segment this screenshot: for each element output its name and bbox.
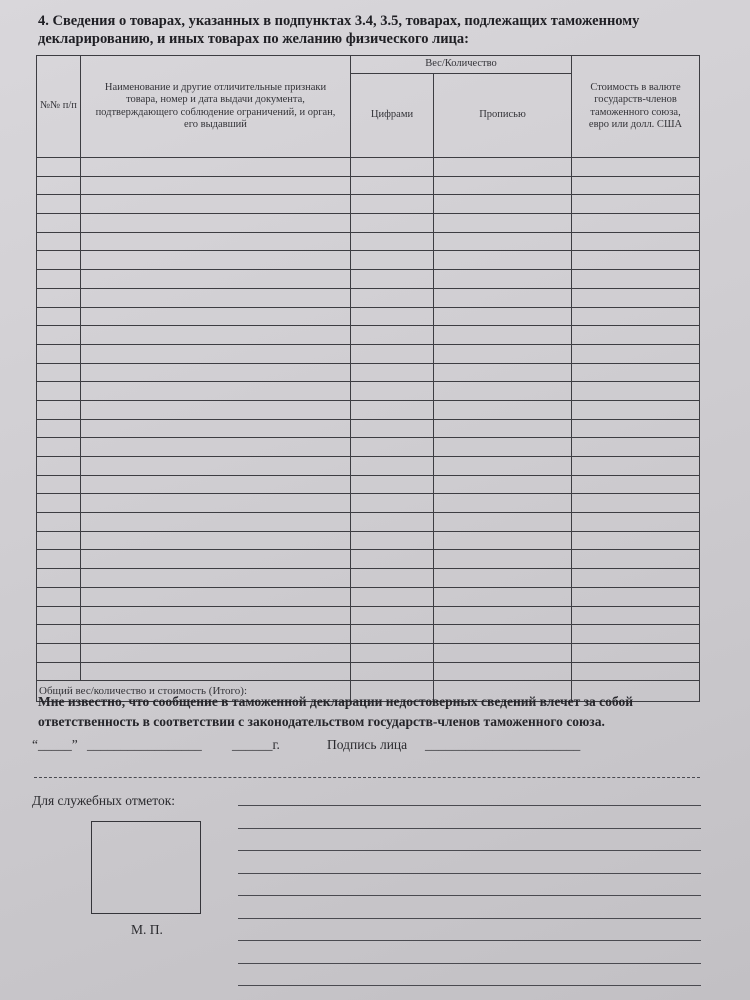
cell-number[interactable]	[37, 382, 81, 401]
cell-number[interactable]	[37, 344, 81, 363]
table-row	[37, 643, 700, 662]
cell-words[interactable]	[434, 400, 572, 419]
cell-cost[interactable]	[572, 288, 700, 307]
cell-name[interactable]	[81, 195, 351, 214]
cell-number[interactable]	[37, 288, 81, 307]
table-row	[37, 288, 700, 307]
official-note-line[interactable]	[238, 963, 701, 964]
table-row	[37, 307, 700, 326]
cell-words[interactable]	[434, 550, 572, 569]
cell-digits[interactable]	[351, 251, 434, 270]
table-row	[37, 363, 700, 382]
cell-name[interactable]	[81, 662, 351, 681]
cell-words[interactable]	[434, 363, 572, 382]
cell-digits[interactable]	[351, 569, 434, 588]
official-note-line[interactable]	[238, 940, 701, 941]
signature-field[interactable]: _______________________	[425, 737, 581, 752]
liability-warning: Мне известно, что сообщение в таможенной декларации недостоверных сведений влечет за собой ответственность в соответствии с законодательством государств-членов таможенного союза.	[38, 694, 634, 729]
table-row	[37, 382, 700, 401]
cell-cost[interactable]	[572, 419, 700, 438]
cell-number[interactable]	[37, 326, 81, 345]
header-digits: Цифрами	[351, 74, 434, 158]
cell-cost[interactable]	[572, 513, 700, 532]
cell-digits[interactable]	[351, 270, 434, 289]
date-month-field[interactable]: _________________	[87, 737, 202, 752]
table-row	[37, 419, 700, 438]
cell-digits[interactable]	[351, 158, 434, 177]
cell-cost[interactable]	[572, 531, 700, 550]
cell-digits[interactable]	[351, 625, 434, 644]
cell-digits[interactable]	[351, 419, 434, 438]
cell-number[interactable]	[37, 643, 81, 662]
official-note-line[interactable]	[238, 873, 701, 874]
cell-name[interactable]	[81, 438, 351, 457]
table-row	[37, 569, 700, 588]
cell-digits[interactable]	[351, 643, 434, 662]
cell-digits[interactable]	[351, 344, 434, 363]
cell-number[interactable]	[37, 400, 81, 419]
cell-name[interactable]	[81, 326, 351, 345]
cell-digits[interactable]	[351, 232, 434, 251]
cell-number[interactable]	[37, 307, 81, 326]
cell-number[interactable]	[37, 625, 81, 644]
cell-cost[interactable]	[572, 158, 700, 177]
cell-cost[interactable]	[572, 569, 700, 588]
header-weight-group: Вес/Количество	[351, 56, 572, 74]
cell-words[interactable]	[434, 326, 572, 345]
cell-words[interactable]	[434, 288, 572, 307]
cell-digits[interactable]	[351, 195, 434, 214]
cell-name[interactable]	[81, 419, 351, 438]
cell-name[interactable]	[81, 363, 351, 382]
official-note-line[interactable]	[238, 895, 701, 896]
cell-name[interactable]	[81, 569, 351, 588]
cell-digits[interactable]	[351, 531, 434, 550]
cell-digits[interactable]	[351, 363, 434, 382]
cell-number[interactable]	[37, 606, 81, 625]
cell-name[interactable]	[81, 643, 351, 662]
table-row	[37, 531, 700, 550]
official-note-line[interactable]	[238, 918, 701, 919]
cell-words[interactable]	[434, 382, 572, 401]
cell-words[interactable]	[434, 625, 572, 644]
cell-digits[interactable]	[351, 307, 434, 326]
cell-cost[interactable]	[572, 625, 700, 644]
cell-cost[interactable]	[572, 494, 700, 513]
header-words: Прописью	[434, 74, 572, 158]
cell-cost[interactable]	[572, 662, 700, 681]
cell-name[interactable]	[81, 251, 351, 270]
cell-number[interactable]	[37, 531, 81, 550]
cell-digits[interactable]	[351, 438, 434, 457]
table-row	[37, 326, 700, 345]
section-heading: 4. Сведения о товарах, указанных в подпунктах 3.4, 3.5, товарах, подлежащих таможенному декларированию, и иных товарах по желанию физического лица:	[38, 13, 640, 47]
cell-name[interactable]	[81, 550, 351, 569]
cell-name[interactable]	[81, 400, 351, 419]
cell-words[interactable]	[434, 419, 572, 438]
cell-number[interactable]	[37, 550, 81, 569]
cell-digits[interactable]	[351, 457, 434, 476]
cell-name[interactable]	[81, 513, 351, 532]
table-row	[37, 494, 700, 513]
cell-number[interactable]	[37, 587, 81, 606]
cell-cost[interactable]	[572, 195, 700, 214]
cell-number[interactable]	[37, 363, 81, 382]
cell-words[interactable]	[434, 438, 572, 457]
cell-cost[interactable]	[572, 326, 700, 345]
cell-cost[interactable]	[572, 232, 700, 251]
table-row	[37, 270, 700, 289]
official-marks-label: Для служебных отметок:	[32, 793, 176, 808]
date-year-field[interactable]: ______г.	[232, 737, 280, 752]
cell-number[interactable]	[37, 438, 81, 457]
cell-digits[interactable]	[351, 494, 434, 513]
cell-cost[interactable]	[572, 176, 700, 195]
cell-digits[interactable]	[351, 475, 434, 494]
cell-name[interactable]	[81, 494, 351, 513]
cell-cost[interactable]	[572, 400, 700, 419]
cell-words[interactable]	[434, 569, 572, 588]
cell-cost[interactable]	[572, 344, 700, 363]
cell-number[interactable]	[37, 214, 81, 233]
cell-words[interactable]	[434, 606, 572, 625]
table-row	[37, 587, 700, 606]
cell-words[interactable]	[434, 270, 572, 289]
official-note-line[interactable]	[238, 850, 701, 851]
table-row	[37, 176, 700, 195]
cell-cost[interactable]	[572, 214, 700, 233]
cell-number[interactable]	[37, 513, 81, 532]
table-row	[37, 232, 700, 251]
cell-digits[interactable]	[351, 326, 434, 345]
cell-digits[interactable]	[351, 662, 434, 681]
cell-number[interactable]	[37, 475, 81, 494]
cell-cost[interactable]	[572, 307, 700, 326]
cell-digits[interactable]	[351, 513, 434, 532]
table-row	[37, 662, 700, 681]
cell-name[interactable]	[81, 158, 351, 177]
header-number: №№ п/п	[37, 56, 81, 158]
cell-cost[interactable]	[572, 643, 700, 662]
cell-number[interactable]	[37, 195, 81, 214]
cell-number[interactable]	[37, 457, 81, 476]
cell-digits[interactable]	[351, 400, 434, 419]
cell-words[interactable]	[434, 587, 572, 606]
cell-words[interactable]	[434, 344, 572, 363]
table-row	[37, 475, 700, 494]
table-row	[37, 158, 700, 177]
cell-words[interactable]	[434, 662, 572, 681]
cell-digits[interactable]	[351, 587, 434, 606]
header-cost: Стоимость в валюте государств-членов таможенного союза, евро или долл. США	[572, 56, 700, 158]
cell-number[interactable]	[37, 232, 81, 251]
cell-number[interactable]	[37, 662, 81, 681]
stamp-box	[91, 821, 201, 914]
cut-line-divider	[34, 777, 700, 778]
cell-words[interactable]	[434, 195, 572, 214]
cell-name[interactable]	[81, 587, 351, 606]
table-row	[37, 513, 700, 532]
cell-cost[interactable]	[572, 457, 700, 476]
table-row	[37, 457, 700, 476]
cell-digits[interactable]	[351, 382, 434, 401]
table-row	[37, 195, 700, 214]
cell-words[interactable]	[434, 494, 572, 513]
cell-words[interactable]	[434, 158, 572, 177]
table-row	[37, 438, 700, 457]
cell-digits[interactable]	[351, 214, 434, 233]
cell-words[interactable]	[434, 457, 572, 476]
cell-name[interactable]	[81, 531, 351, 550]
cell-number[interactable]	[37, 494, 81, 513]
cell-words[interactable]	[434, 513, 572, 532]
cell-name[interactable]	[81, 625, 351, 644]
table-row	[37, 400, 700, 419]
header-name: Наименование и другие отличительные признаки товара, номер и дата выдачи документа, подтверждающего соблюдение ограничений, и орган, его выдавший	[81, 56, 351, 158]
cell-name[interactable]	[81, 270, 351, 289]
cell-words[interactable]	[434, 176, 572, 195]
cell-digits[interactable]	[351, 176, 434, 195]
cell-cost[interactable]	[572, 587, 700, 606]
table-row	[37, 606, 700, 625]
cell-words[interactable]	[434, 232, 572, 251]
official-note-line[interactable]	[238, 805, 701, 806]
official-note-line[interactable]	[238, 828, 701, 829]
cell-number[interactable]	[37, 176, 81, 195]
cell-number[interactable]	[37, 158, 81, 177]
cell-name[interactable]	[81, 176, 351, 195]
stamp-label: М. П.	[131, 922, 163, 937]
cell-name[interactable]	[81, 457, 351, 476]
cell-name[interactable]	[81, 606, 351, 625]
table-row	[37, 550, 700, 569]
cell-number[interactable]	[37, 251, 81, 270]
cell-cost[interactable]	[572, 606, 700, 625]
cell-name[interactable]	[81, 214, 351, 233]
cell-digits[interactable]	[351, 550, 434, 569]
cell-words[interactable]	[434, 307, 572, 326]
cell-cost[interactable]	[572, 251, 700, 270]
cell-name[interactable]	[81, 232, 351, 251]
cell-cost[interactable]	[572, 363, 700, 382]
table-row	[37, 214, 700, 233]
cell-number[interactable]	[37, 569, 81, 588]
table-row	[37, 625, 700, 644]
signature-line	[32, 737, 722, 757]
cell-cost[interactable]	[572, 550, 700, 569]
cell-name[interactable]	[81, 307, 351, 326]
table-row	[37, 344, 700, 363]
cell-number[interactable]	[37, 419, 81, 438]
cell-words[interactable]	[434, 214, 572, 233]
date-day-field[interactable]: “_____”	[32, 737, 78, 752]
cell-number[interactable]	[37, 270, 81, 289]
cell-cost[interactable]	[572, 438, 700, 457]
goods-table	[36, 55, 700, 702]
cell-words[interactable]	[434, 643, 572, 662]
cell-name[interactable]	[81, 475, 351, 494]
cell-words[interactable]	[434, 251, 572, 270]
total-label: Общий вес/количество и стоимость (Итого):	[37, 681, 351, 702]
signature-label: Подпись лица	[327, 737, 408, 752]
cell-cost[interactable]	[572, 382, 700, 401]
official-note-line[interactable]	[238, 985, 701, 986]
cell-digits[interactable]	[351, 288, 434, 307]
cell-words[interactable]	[434, 475, 572, 494]
cell-name[interactable]	[81, 382, 351, 401]
cell-words[interactable]	[434, 531, 572, 550]
cell-cost[interactable]	[572, 270, 700, 289]
cell-name[interactable]	[81, 288, 351, 307]
cell-name[interactable]	[81, 344, 351, 363]
cell-cost[interactable]	[572, 475, 700, 494]
table-row	[37, 251, 700, 270]
cell-digits[interactable]	[351, 606, 434, 625]
